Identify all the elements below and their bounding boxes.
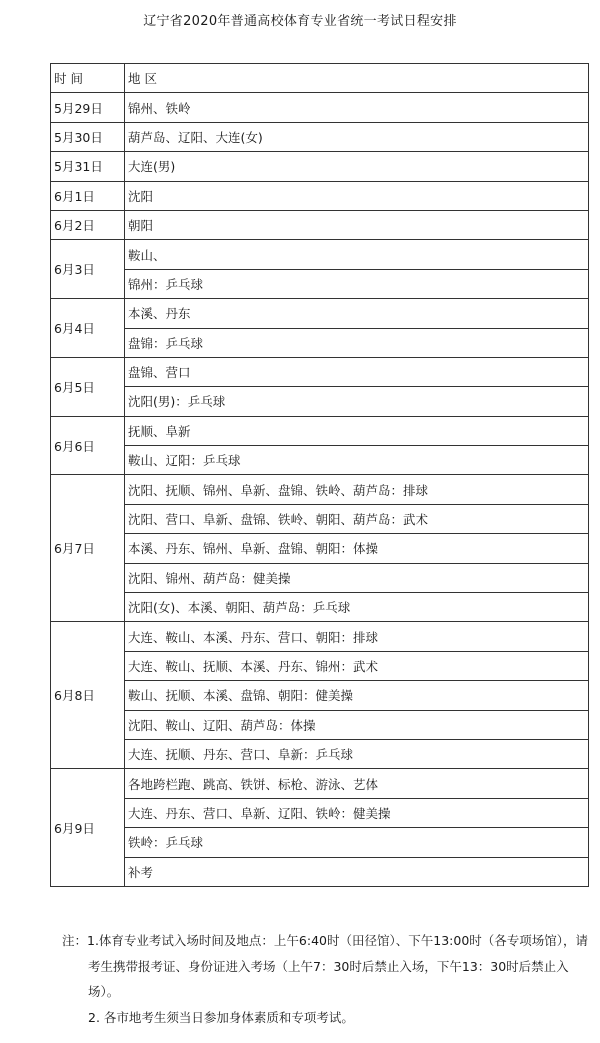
table-row	[51, 269, 589, 298]
table-row	[51, 710, 589, 739]
table-row	[51, 299, 589, 328]
date-cell: 5月31日	[51, 152, 125, 181]
date-cell: 6月4日	[51, 299, 125, 358]
area-cell: 大连(男)	[125, 152, 589, 181]
table-row	[51, 328, 589, 357]
table-row	[51, 387, 589, 416]
area-cell: 各地跨栏跑、跳高、铁饼、标枪、游泳、艺体	[125, 769, 589, 798]
area-cell: 大连、鞍山、本溪、丹东、营口、朝阳：排球	[125, 622, 589, 651]
area-cell: 大连、丹东、营口、阜新、辽阳、铁岭：健美操	[125, 798, 589, 827]
table-row	[51, 739, 589, 768]
area-cell: 沈阳(女)、本溪、朝阳、葫芦岛：乒乓球	[125, 593, 589, 622]
table-row	[51, 210, 589, 239]
date-cell: 6月7日	[51, 475, 125, 622]
table-row	[51, 240, 589, 269]
area-cell: 本溪、丹东	[125, 299, 589, 328]
table-row	[51, 416, 589, 445]
area-cell: 朝阳	[125, 210, 589, 239]
area-cell: 盘锦、营口	[125, 357, 589, 386]
table-row	[51, 857, 589, 886]
notes	[62, 928, 592, 1030]
table-row	[51, 122, 589, 151]
area-cell: 补考	[125, 857, 589, 886]
table-row	[51, 593, 589, 622]
date-cell: 6月6日	[51, 416, 125, 475]
area-cell: 沈阳、锦州、葫芦岛：健美操	[125, 563, 589, 592]
area-cell: 锦州：乒乓球	[125, 269, 589, 298]
table-row	[51, 504, 589, 533]
table-row	[51, 563, 589, 592]
schedule-body	[51, 64, 589, 887]
area-cell: 抚顺、阜新	[125, 416, 589, 445]
area-cell: 鞍山、抚顺、本溪、盘锦、朝阳：健美操	[125, 681, 589, 710]
date-cell: 6月9日	[51, 769, 125, 887]
date-cell: 6月3日	[51, 240, 125, 299]
table-row	[51, 475, 589, 504]
page-title: 辽宁省2020年普通高校体育专业省统一考试日程安排	[143, 14, 457, 29]
table-header-row	[51, 64, 589, 93]
area-cell: 铁岭：乒乓球	[125, 828, 589, 857]
area-cell: 大连、鞍山、抚顺、本溪、丹东、锦州：武术	[125, 651, 589, 680]
note-1: 注：1.体育专业考试入场时间及地点：上午6:40时（田径馆）、下午13:00时（各专项场馆），请考生携带报考证、身份证进入考场（上午7：30时后禁止入场，下午13：30时后禁止入场）。	[62, 933, 589, 999]
date-cell: 6月5日	[51, 357, 125, 416]
date-cell: 6月8日	[51, 622, 125, 769]
header-date: 时 间	[51, 64, 125, 93]
table-row	[51, 828, 589, 857]
table-row	[51, 798, 589, 827]
area-cell: 本溪、丹东、锦州、阜新、盘锦、朝阳：体操	[125, 534, 589, 563]
schedule-table	[50, 63, 589, 887]
date-cell: 5月29日	[51, 93, 125, 122]
date-cell: 6月2日	[51, 210, 125, 239]
area-cell: 沈阳	[125, 181, 589, 210]
area-cell: 沈阳、鞍山、辽阳、葫芦岛：体操	[125, 710, 589, 739]
area-cell: 沈阳、营口、阜新、盘锦、铁岭、朝阳、葫芦岛：武术	[125, 504, 589, 533]
table-row	[51, 152, 589, 181]
area-cell: 葫芦岛、辽阳、大连(女)	[125, 122, 589, 151]
table-row	[51, 181, 589, 210]
table-row	[51, 769, 589, 798]
date-cell: 5月30日	[51, 122, 125, 151]
table-row	[51, 446, 589, 475]
area-cell: 大连、抚顺、丹东、营口、阜新：乒乓球	[125, 739, 589, 768]
area-cell: 盘锦：乒乓球	[125, 328, 589, 357]
area-cell: 鞍山、辽阳：乒乓球	[125, 446, 589, 475]
area-cell: 鞍山、	[125, 240, 589, 269]
header-area: 地 区	[125, 64, 589, 93]
date-cell: 6月1日	[51, 181, 125, 210]
area-cell: 沈阳(男)：乒乓球	[125, 387, 589, 416]
table-row	[51, 357, 589, 386]
note-2: 2. 各市地考生须当日参加身体素质和专项考试。	[88, 1009, 354, 1025]
area-cell: 沈阳、抚顺、锦州、阜新、盘锦、铁岭、葫芦岛：排球	[125, 475, 589, 504]
table-row	[51, 93, 589, 122]
table-row	[51, 651, 589, 680]
table-row	[51, 534, 589, 563]
table-row	[51, 681, 589, 710]
area-cell: 锦州、铁岭	[125, 93, 589, 122]
table-row	[51, 622, 589, 651]
